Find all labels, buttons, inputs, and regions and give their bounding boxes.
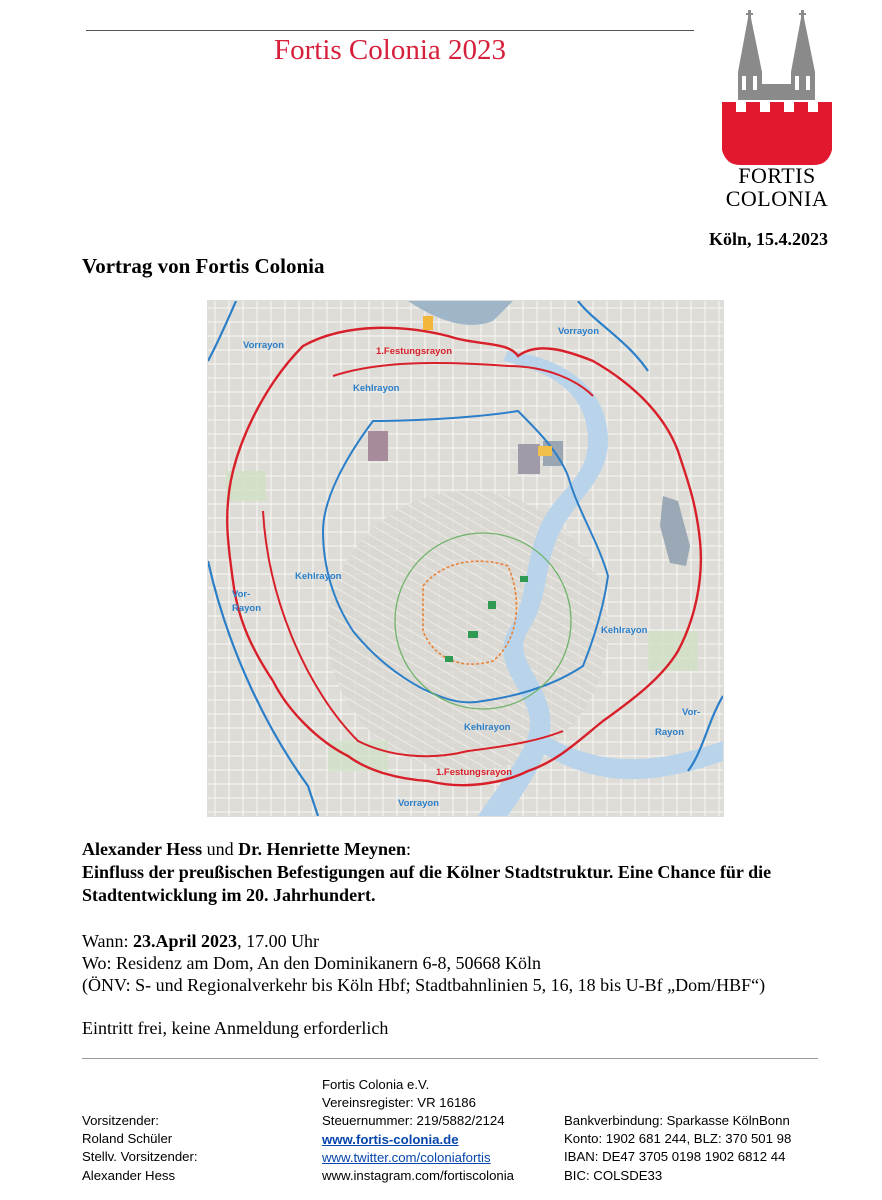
speaker-1: Alexander Hess	[82, 839, 203, 859]
footer-left-line: Vorsitzender:	[82, 1113, 159, 1128]
when-date: 23.April 2023	[133, 931, 238, 951]
footer-bank	[564, 1112, 791, 1185]
instagram-text: www.instagram.com/fortiscolonia	[322, 1168, 515, 1184]
logo-text-colonia: COLONIA	[725, 186, 829, 211]
map-label-vor-e: Vor-	[682, 707, 701, 718]
footer-tax-number: Steuernummer: 219/5882/2124	[322, 1113, 505, 1129]
when-label: Wann:	[82, 931, 134, 951]
entry-note: Eintritt frei, keine Anmeldung erforderlich	[82, 1018, 389, 1038]
footer-left-line: Stellv. Vorsitzender:	[82, 1149, 198, 1165]
footer-bank-line: Konto: 1902 681 244, BLZ: 370 501 98	[564, 1131, 792, 1147]
speaker-2: Dr. Henriette Meynen	[238, 839, 406, 859]
map-label-vorrayon-s: Vorrayon	[398, 798, 440, 809]
event-details	[82, 930, 862, 996]
when-time: , 17.00 Uhr	[237, 931, 320, 951]
section-heading: Vortrag von Fortis Colonia	[82, 254, 325, 278]
event-where: Wo: Residenz am Dom, An den Dominikanern 6-8, 50668 Köln	[82, 953, 541, 973]
twitter-link[interactable]: www.twitter.com/coloniafortis	[322, 1149, 491, 1165]
map-label-vorrayon-ne: Vorrayon	[558, 326, 600, 337]
footer-rule	[82, 1058, 818, 1059]
speaker-and: und	[206, 839, 234, 859]
website-link[interactable]: www.fortis-colonia.de	[322, 1131, 459, 1147]
lecture-info	[82, 838, 842, 907]
map-label-rayon-w: Rayon	[232, 603, 262, 614]
footer-organization	[322, 1076, 514, 1185]
footer-register: Vereinsregister: VR 16186	[322, 1095, 476, 1111]
speaker-colon: :	[405, 839, 411, 859]
lecture-topic: Einfluss der preußischen Befestigungen auf die Kölner Stadtstruktur. Eine Chance für die Stadtentwicklung im 20. Jahrhundert.	[82, 862, 772, 905]
map-label-kehlrayon-s: Kehlrayon	[464, 722, 511, 733]
logo-text-fortis: FORTIS	[738, 163, 816, 188]
footer-left-line: Roland Schüler	[82, 1131, 173, 1147]
map-label-kehlrayon-w: Kehlrayon	[295, 571, 342, 582]
map-label-rayon-e: Rayon	[655, 727, 685, 738]
footer-bank-line: IBAN: DE47 3705 0198 1902 6812 44	[564, 1149, 786, 1165]
page-title: Fortis Colonia 2023	[273, 34, 506, 66]
fortification-map	[207, 300, 724, 817]
footer-bank-line: Bankverbindung: Sparkasse KölnBonn	[564, 1113, 790, 1128]
map-label-vorrayon-nw: Vorrayon	[243, 340, 285, 351]
footer-bank-line: BIC: COLSDE33	[564, 1167, 663, 1183]
footer-left-line: Alexander Hess	[82, 1167, 176, 1183]
map-label-festungsrayon-n: 1.Festungsrayon	[376, 346, 453, 357]
header-rule	[86, 30, 694, 31]
map-label-kehlrayon-e: Kehlrayon	[601, 625, 648, 636]
map-label-vor-w: Vor-	[232, 589, 251, 600]
date-line: Köln, 15.4.2023	[708, 229, 828, 249]
event-transit: (ÖNV: S- und Regionalverkehr bis Köln Hbf; Stadtbahnlinien 5, 16, 18 bis U-Bf „Dom/HBF“)	[82, 975, 766, 995]
map-label-festungsrayon-s: 1.Festungsrayon	[436, 767, 513, 778]
event-when	[82, 930, 862, 952]
map-label-kehlrayon-n: Kehlrayon	[353, 383, 400, 394]
footer-board	[82, 1112, 198, 1185]
footer-org-name: Fortis Colonia e.V.	[322, 1077, 430, 1092]
